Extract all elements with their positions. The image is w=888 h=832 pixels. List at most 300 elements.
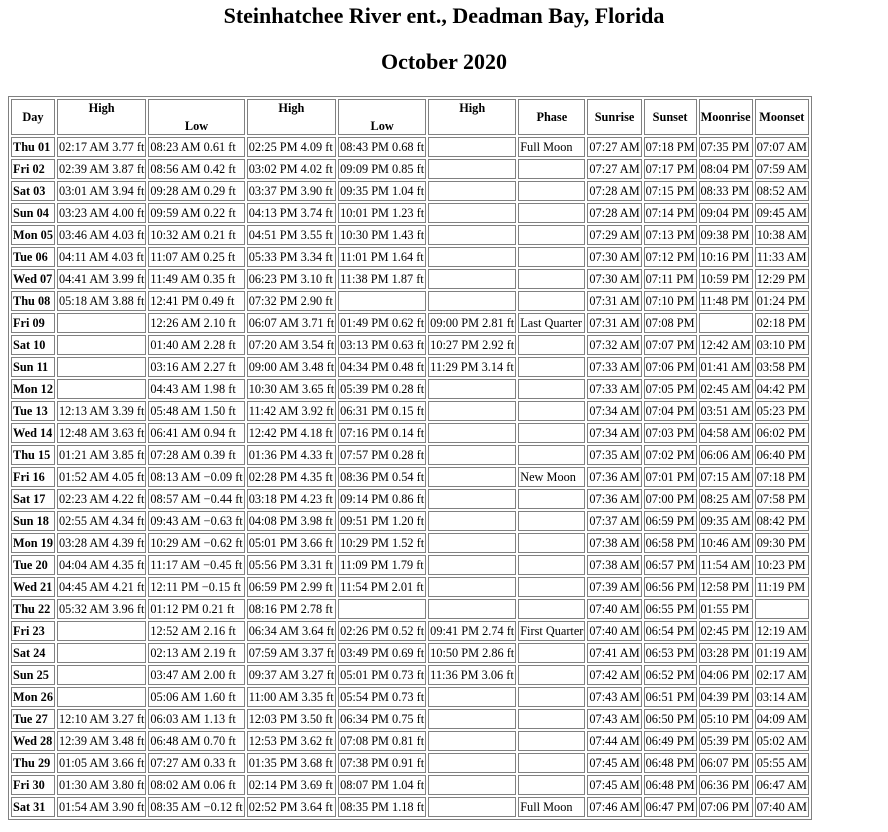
sunset-cell: 07:08 PM — [644, 313, 697, 333]
sunset-cell: 06:54 PM — [644, 621, 697, 641]
low-1-cell: 12:11 PM −0.15 ft — [148, 577, 244, 597]
high-3-cell — [428, 225, 516, 245]
high-3-cell — [428, 423, 516, 443]
high-2-cell: 06:07 AM 3.71 ft — [247, 313, 336, 333]
high-3-cell — [428, 797, 516, 817]
header-sunrise: Sunrise — [587, 99, 641, 135]
moonrise-cell: 07:35 PM — [699, 137, 753, 157]
phase-cell — [518, 401, 585, 421]
moonrise-cell: 07:06 PM — [699, 797, 753, 817]
table-row — [11, 269, 809, 289]
day-cell: Mon 26 — [11, 687, 55, 707]
day-cell: Thu 29 — [11, 753, 55, 773]
low-1-cell: 11:17 AM −0.45 ft — [148, 555, 244, 575]
sunrise-cell: 07:44 AM — [587, 731, 641, 751]
high-3-cell — [428, 687, 516, 707]
moonset-cell — [755, 599, 809, 619]
phase-cell — [518, 709, 585, 729]
high-3-cell — [428, 555, 516, 575]
sunrise-cell: 07:31 AM — [587, 291, 641, 311]
high-1-cell — [57, 357, 146, 377]
table-row — [11, 357, 809, 377]
high-2-cell: 12:42 PM 4.18 ft — [247, 423, 336, 443]
sunrise-cell: 07:37 AM — [587, 511, 641, 531]
low-2-cell: 09:35 PM 1.04 ft — [338, 181, 426, 201]
high-3-cell — [428, 203, 516, 223]
sunset-cell: 06:51 PM — [644, 687, 697, 707]
high-1-cell: 02:55 AM 4.34 ft — [57, 511, 146, 531]
phase-cell: Full Moon — [518, 137, 585, 157]
day-cell: Wed 07 — [11, 269, 55, 289]
day-cell: Sun 11 — [11, 357, 55, 377]
high-2-cell: 04:13 PM 3.74 ft — [247, 203, 336, 223]
sunrise-cell: 07:42 AM — [587, 665, 641, 685]
moonset-cell: 05:55 AM — [755, 753, 809, 773]
header-high-2: High — [247, 99, 336, 135]
high-1-cell: 01:05 AM 3.66 ft — [57, 753, 146, 773]
moonset-cell: 09:45 AM — [755, 203, 809, 223]
day-cell: Fri 02 — [11, 159, 55, 179]
high-2-cell: 07:59 AM 3.37 ft — [247, 643, 336, 663]
high-1-cell — [57, 687, 146, 707]
sunrise-cell: 07:35 AM — [587, 445, 641, 465]
low-2-cell: 02:26 PM 0.52 ft — [338, 621, 426, 641]
moonrise-cell: 12:42 AM — [699, 335, 753, 355]
day-cell: Fri 16 — [11, 467, 55, 487]
day-cell: Tue 06 — [11, 247, 55, 267]
high-1-cell: 01:54 AM 3.90 ft — [57, 797, 146, 817]
high-3-cell — [428, 753, 516, 773]
low-2-cell: 11:09 PM 1.79 ft — [338, 555, 426, 575]
phase-cell — [518, 445, 585, 465]
high-2-cell: 02:14 PM 3.69 ft — [247, 775, 336, 795]
moonset-cell: 11:19 PM — [755, 577, 809, 597]
table-row — [11, 225, 809, 245]
sunrise-cell: 07:27 AM — [587, 159, 641, 179]
sunrise-cell: 07:39 AM — [587, 577, 641, 597]
phase-cell — [518, 753, 585, 773]
low-2-cell: 08:43 PM 0.68 ft — [338, 137, 426, 157]
phase-cell — [518, 203, 585, 223]
high-2-cell: 03:18 PM 4.23 ft — [247, 489, 336, 509]
high-3-cell — [428, 269, 516, 289]
day-cell: Sun 18 — [11, 511, 55, 531]
low-2-cell: 10:01 PM 1.23 ft — [338, 203, 426, 223]
moonrise-cell: 01:41 AM — [699, 357, 753, 377]
day-cell: Thu 22 — [11, 599, 55, 619]
moonrise-cell: 10:59 PM — [699, 269, 753, 289]
phase-cell — [518, 379, 585, 399]
day-cell: Tue 20 — [11, 555, 55, 575]
moonrise-cell: 07:15 AM — [699, 467, 753, 487]
high-2-cell: 09:00 AM 3.48 ft — [247, 357, 336, 377]
high-1-cell: 12:13 AM 3.39 ft — [57, 401, 146, 421]
moonrise-cell: 03:51 AM — [699, 401, 753, 421]
table-row — [11, 577, 809, 597]
sunset-cell: 06:52 PM — [644, 665, 697, 685]
day-cell: Wed 21 — [11, 577, 55, 597]
sunset-cell: 06:55 PM — [644, 599, 697, 619]
high-2-cell: 01:36 PM 4.33 ft — [247, 445, 336, 465]
low-2-cell: 03:13 PM 0.63 ft — [338, 335, 426, 355]
sunrise-cell: 07:38 AM — [587, 555, 641, 575]
high-3-cell — [428, 291, 516, 311]
high-2-cell: 08:16 PM 2.78 ft — [247, 599, 336, 619]
low-2-cell: 06:31 PM 0.15 ft — [338, 401, 426, 421]
table-row — [11, 137, 809, 157]
high-3-cell — [428, 379, 516, 399]
sunrise-cell: 07:36 AM — [587, 467, 641, 487]
high-1-cell — [57, 335, 146, 355]
moonset-cell: 07:18 PM — [755, 467, 809, 487]
sunrise-cell: 07:45 AM — [587, 775, 641, 795]
table-row — [11, 731, 809, 751]
moonrise-cell: 04:06 PM — [699, 665, 753, 685]
header-day: Day — [11, 99, 55, 135]
day-cell: Fri 09 — [11, 313, 55, 333]
sunrise-cell: 07:29 AM — [587, 225, 641, 245]
low-2-cell: 01:49 PM 0.62 ft — [338, 313, 426, 333]
moonrise-cell: 04:58 AM — [699, 423, 753, 443]
table-row — [11, 335, 809, 355]
sunrise-cell: 07:28 AM — [587, 181, 641, 201]
high-2-cell: 04:51 PM 3.55 ft — [247, 225, 336, 245]
sunset-cell: 07:17 PM — [644, 159, 697, 179]
high-3-cell: 09:41 PM 2.74 ft — [428, 621, 516, 641]
high-3-cell — [428, 137, 516, 157]
phase-cell — [518, 511, 585, 531]
moonset-cell: 09:30 PM — [755, 533, 809, 553]
table-row — [11, 665, 809, 685]
moonrise-cell: 06:07 PM — [699, 753, 753, 773]
low-2-cell: 09:09 PM 0.85 ft — [338, 159, 426, 179]
table-row — [11, 159, 809, 179]
sunrise-cell: 07:43 AM — [587, 709, 641, 729]
header-sunset: Sunset — [644, 99, 697, 135]
low-1-cell: 12:41 PM 0.49 ft — [148, 291, 244, 311]
phase-cell: First Quarter — [518, 621, 585, 641]
low-1-cell: 03:47 AM 2.00 ft — [148, 665, 244, 685]
high-2-cell: 11:42 AM 3.92 ft — [247, 401, 336, 421]
sunrise-cell: 07:28 AM — [587, 203, 641, 223]
sunset-cell: 06:57 PM — [644, 555, 697, 575]
high-3-cell: 11:36 PM 3.06 ft — [428, 665, 516, 685]
table-row — [11, 203, 809, 223]
low-1-cell: 12:52 AM 2.16 ft — [148, 621, 244, 641]
low-1-cell: 07:27 AM 0.33 ft — [148, 753, 244, 773]
moonrise-cell: 08:33 PM — [699, 181, 753, 201]
table-row — [11, 467, 809, 487]
moonrise-cell: 02:45 AM — [699, 379, 753, 399]
table-row — [11, 423, 809, 443]
high-2-cell: 09:37 AM 3.27 ft — [247, 665, 336, 685]
high-2-cell: 06:59 PM 2.99 ft — [247, 577, 336, 597]
low-2-cell: 05:01 PM 0.73 ft — [338, 665, 426, 685]
high-1-cell — [57, 379, 146, 399]
phase-cell — [518, 731, 585, 751]
high-2-cell: 11:00 AM 3.35 ft — [247, 687, 336, 707]
moonrise-cell: 11:54 AM — [699, 555, 753, 575]
day-cell: Sun 25 — [11, 665, 55, 685]
high-2-cell: 04:08 PM 3.98 ft — [247, 511, 336, 531]
tide-table-body — [11, 137, 809, 817]
table-row — [11, 621, 809, 641]
low-1-cell: 06:41 AM 0.94 ft — [148, 423, 244, 443]
low-2-cell: 09:14 PM 0.86 ft — [338, 489, 426, 509]
phase-cell — [518, 159, 585, 179]
low-1-cell: 08:56 AM 0.42 ft — [148, 159, 244, 179]
sunset-cell: 06:48 PM — [644, 753, 697, 773]
sunset-cell: 07:05 PM — [644, 379, 697, 399]
high-2-cell: 07:32 PM 2.90 ft — [247, 291, 336, 311]
high-2-cell: 10:30 AM 3.65 ft — [247, 379, 336, 399]
low-2-cell: 07:57 PM 0.28 ft — [338, 445, 426, 465]
high-1-cell: 04:04 AM 4.35 ft — [57, 555, 146, 575]
phase-cell — [518, 577, 585, 597]
header-row — [11, 99, 809, 135]
moonset-cell: 02:17 AM — [755, 665, 809, 685]
high-2-cell: 01:35 PM 3.68 ft — [247, 753, 336, 773]
table-row — [11, 181, 809, 201]
sunset-cell: 06:47 PM — [644, 797, 697, 817]
table-row — [11, 533, 809, 553]
day-cell: Mon 19 — [11, 533, 55, 553]
moonset-cell: 03:10 PM — [755, 335, 809, 355]
moonset-cell: 07:40 AM — [755, 797, 809, 817]
high-1-cell: 01:30 AM 3.80 ft — [57, 775, 146, 795]
moonrise-cell: 06:06 AM — [699, 445, 753, 465]
high-1-cell: 03:23 AM 4.00 ft — [57, 203, 146, 223]
high-1-cell: 03:46 AM 4.03 ft — [57, 225, 146, 245]
high-1-cell: 02:39 AM 3.87 ft — [57, 159, 146, 179]
day-cell: Sat 10 — [11, 335, 55, 355]
header-moonset: Moonset — [755, 99, 809, 135]
table-row — [11, 643, 809, 663]
day-cell: Sat 24 — [11, 643, 55, 663]
moonrise-cell: 12:58 PM — [699, 577, 753, 597]
moonset-cell: 05:23 PM — [755, 401, 809, 421]
day-cell: Mon 12 — [11, 379, 55, 399]
sunset-cell: 06:49 PM — [644, 731, 697, 751]
low-2-cell — [338, 599, 426, 619]
low-1-cell: 08:35 AM −0.12 ft — [148, 797, 244, 817]
sunrise-cell: 07:30 AM — [587, 247, 641, 267]
high-3-cell — [428, 489, 516, 509]
table-row — [11, 709, 809, 729]
day-cell: Tue 27 — [11, 709, 55, 729]
phase-cell: New Moon — [518, 467, 585, 487]
high-2-cell: 05:01 PM 3.66 ft — [247, 533, 336, 553]
high-1-cell: 04:41 AM 3.99 ft — [57, 269, 146, 289]
low-1-cell: 01:12 PM 0.21 ft — [148, 599, 244, 619]
moonrise-cell: 09:35 AM — [699, 511, 753, 531]
phase-cell — [518, 335, 585, 355]
day-cell: Fri 30 — [11, 775, 55, 795]
phase-cell: Last Quarter — [518, 313, 585, 333]
moonset-cell: 08:42 PM — [755, 511, 809, 531]
day-cell: Wed 28 — [11, 731, 55, 751]
low-1-cell: 06:48 AM 0.70 ft — [148, 731, 244, 751]
high-3-cell: 09:00 PM 2.81 ft — [428, 313, 516, 333]
low-1-cell: 06:03 AM 1.13 ft — [148, 709, 244, 729]
moonset-cell: 06:02 PM — [755, 423, 809, 443]
moonset-cell: 01:24 PM — [755, 291, 809, 311]
moonrise-cell: 05:10 PM — [699, 709, 753, 729]
phase-cell: Full Moon — [518, 797, 585, 817]
moonset-cell: 10:38 AM — [755, 225, 809, 245]
high-2-cell: 06:34 AM 3.64 ft — [247, 621, 336, 641]
sunrise-cell: 07:43 AM — [587, 687, 641, 707]
sunrise-cell: 07:45 AM — [587, 753, 641, 773]
moonset-cell: 06:40 PM — [755, 445, 809, 465]
phase-cell — [518, 643, 585, 663]
low-1-cell: 12:26 AM 2.10 ft — [148, 313, 244, 333]
high-3-cell — [428, 159, 516, 179]
low-1-cell: 10:32 AM 0.21 ft — [148, 225, 244, 245]
sunset-cell: 06:56 PM — [644, 577, 697, 597]
high-1-cell: 12:10 AM 3.27 ft — [57, 709, 146, 729]
high-1-cell: 05:18 AM 3.88 ft — [57, 291, 146, 311]
moonrise-cell: 08:25 AM — [699, 489, 753, 509]
high-2-cell: 03:02 PM 4.02 ft — [247, 159, 336, 179]
high-2-cell: 02:52 PM 3.64 ft — [247, 797, 336, 817]
day-cell: Mon 05 — [11, 225, 55, 245]
sunrise-cell: 07:41 AM — [587, 643, 641, 663]
sunset-cell: 06:48 PM — [644, 775, 697, 795]
moonset-cell: 05:02 AM — [755, 731, 809, 751]
high-1-cell: 03:28 AM 4.39 ft — [57, 533, 146, 553]
high-3-cell — [428, 401, 516, 421]
sunrise-cell: 07:34 AM — [587, 401, 641, 421]
sunrise-cell: 07:38 AM — [587, 533, 641, 553]
sunset-cell: 06:59 PM — [644, 511, 697, 531]
phase-cell — [518, 489, 585, 509]
day-cell: Sun 04 — [11, 203, 55, 223]
moonrise-cell: 09:38 PM — [699, 225, 753, 245]
low-1-cell: 11:07 AM 0.25 ft — [148, 247, 244, 267]
sunrise-cell: 07:46 AM — [587, 797, 641, 817]
low-2-cell: 08:36 PM 0.54 ft — [338, 467, 426, 487]
low-1-cell: 08:23 AM 0.61 ft — [148, 137, 244, 157]
sunrise-cell: 07:32 AM — [587, 335, 641, 355]
low-2-cell: 10:29 PM 1.52 ft — [338, 533, 426, 553]
phase-cell — [518, 423, 585, 443]
moonset-cell: 07:07 AM — [755, 137, 809, 157]
low-1-cell: 09:59 AM 0.22 ft — [148, 203, 244, 223]
high-2-cell: 12:53 PM 3.62 ft — [247, 731, 336, 751]
header-high-1: High — [57, 99, 146, 135]
low-1-cell: 09:43 AM −0.63 ft — [148, 511, 244, 531]
high-1-cell: 12:39 AM 3.48 ft — [57, 731, 146, 751]
phase-cell — [518, 269, 585, 289]
page-title: Steinhatchee River ent., Deadman Bay, Florida — [223, 3, 665, 28]
moonrise-cell: 08:04 PM — [699, 159, 753, 179]
table-row — [11, 379, 809, 399]
high-3-cell: 10:27 PM 2.92 ft — [428, 335, 516, 355]
low-2-cell — [338, 291, 426, 311]
low-2-cell: 10:30 PM 1.43 ft — [338, 225, 426, 245]
sunrise-cell: 07:31 AM — [587, 313, 641, 333]
sunrise-cell: 07:30 AM — [587, 269, 641, 289]
moonset-cell: 06:47 AM — [755, 775, 809, 795]
moonrise-cell: 10:46 AM — [699, 533, 753, 553]
high-3-cell — [428, 775, 516, 795]
phase-cell — [518, 775, 585, 795]
moonrise-cell: 01:55 PM — [699, 599, 753, 619]
sunset-cell: 07:07 PM — [644, 335, 697, 355]
table-row — [11, 775, 809, 795]
day-cell: Thu 08 — [11, 291, 55, 311]
sunset-cell: 06:58 PM — [644, 533, 697, 553]
moonset-cell: 03:58 PM — [755, 357, 809, 377]
sunset-cell: 06:50 PM — [644, 709, 697, 729]
low-2-cell: 06:34 PM 0.75 ft — [338, 709, 426, 729]
low-1-cell: 08:13 AM −0.09 ft — [148, 467, 244, 487]
moonset-cell: 07:59 AM — [755, 159, 809, 179]
table-row — [11, 555, 809, 575]
low-2-cell: 07:08 PM 0.81 ft — [338, 731, 426, 751]
high-3-cell — [428, 731, 516, 751]
phase-cell — [518, 665, 585, 685]
low-2-cell: 08:35 PM 1.18 ft — [338, 797, 426, 817]
high-3-cell — [428, 533, 516, 553]
sunset-cell: 07:11 PM — [644, 269, 697, 289]
table-row — [11, 753, 809, 773]
low-1-cell: 05:48 AM 1.50 ft — [148, 401, 244, 421]
sunset-cell: 07:06 PM — [644, 357, 697, 377]
table-row — [11, 291, 809, 311]
low-1-cell: 01:40 AM 2.28 ft — [148, 335, 244, 355]
high-1-cell: 02:23 AM 4.22 ft — [57, 489, 146, 509]
sunrise-cell: 07:36 AM — [587, 489, 641, 509]
sunset-cell: 07:10 PM — [644, 291, 697, 311]
high-2-cell: 12:03 PM 3.50 ft — [247, 709, 336, 729]
phase-cell — [518, 555, 585, 575]
moonset-cell: 07:58 PM — [755, 489, 809, 509]
sunset-cell: 07:03 PM — [644, 423, 697, 443]
low-1-cell: 10:29 AM −0.62 ft — [148, 533, 244, 553]
low-2-cell: 05:39 PM 0.28 ft — [338, 379, 426, 399]
day-cell: Sat 03 — [11, 181, 55, 201]
high-1-cell — [57, 621, 146, 641]
high-2-cell: 02:28 PM 4.35 ft — [247, 467, 336, 487]
high-1-cell: 05:32 AM 3.96 ft — [57, 599, 146, 619]
low-1-cell: 08:57 AM −0.44 ft — [148, 489, 244, 509]
sunset-cell: 07:02 PM — [644, 445, 697, 465]
phase-cell — [518, 181, 585, 201]
sunset-cell: 07:14 PM — [644, 203, 697, 223]
low-2-cell: 11:54 PM 2.01 ft — [338, 577, 426, 597]
phase-cell — [518, 687, 585, 707]
high-3-cell — [428, 599, 516, 619]
sunrise-cell: 07:40 AM — [587, 599, 641, 619]
sunrise-cell: 07:34 AM — [587, 423, 641, 443]
moonrise-cell: 09:04 PM — [699, 203, 753, 223]
high-3-cell — [428, 577, 516, 597]
low-2-cell: 07:16 PM 0.14 ft — [338, 423, 426, 443]
high-1-cell — [57, 665, 146, 685]
high-3-cell — [428, 709, 516, 729]
sunrise-cell: 07:33 AM — [587, 357, 641, 377]
day-cell: Thu 01 — [11, 137, 55, 157]
sunrise-cell: 07:40 AM — [587, 621, 641, 641]
low-2-cell: 11:01 PM 1.64 ft — [338, 247, 426, 267]
table-row — [11, 511, 809, 531]
high-3-cell: 10:50 PM 2.86 ft — [428, 643, 516, 663]
moonset-cell: 01:19 AM — [755, 643, 809, 663]
sunset-cell: 06:53 PM — [644, 643, 697, 663]
day-cell: Fri 23 — [11, 621, 55, 641]
